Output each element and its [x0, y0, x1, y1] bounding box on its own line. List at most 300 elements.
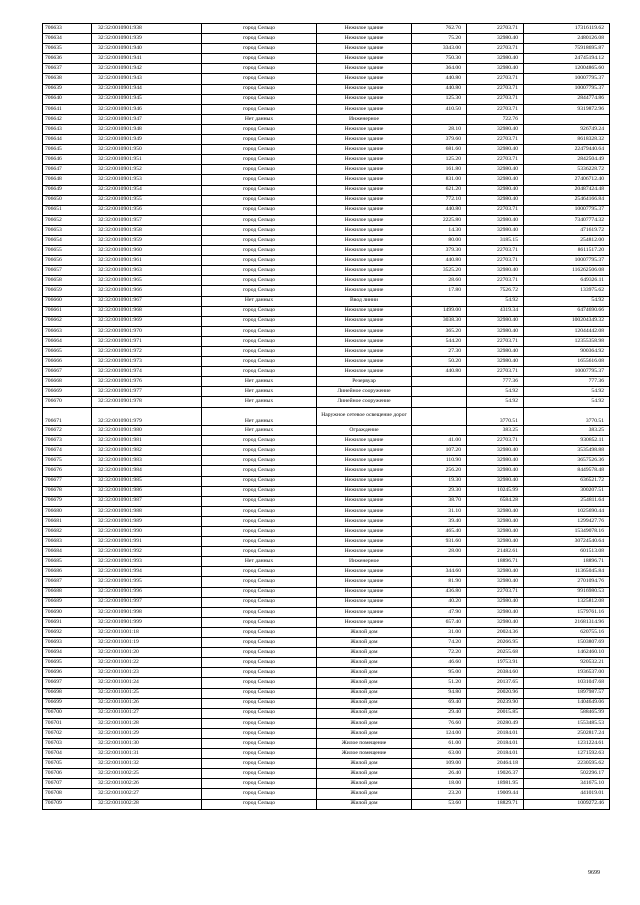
- object-type-cell: Нежилое здание: [317, 306, 412, 316]
- locality-cell: город Сельцо: [202, 24, 317, 34]
- row-number-cell: 706691: [43, 617, 92, 627]
- area-cell: 19.30: [412, 476, 467, 486]
- area-cell: 365.20: [412, 326, 467, 336]
- cadastral-number-cell: 32:32:0010901:978: [92, 397, 202, 407]
- cadastral-number-cell: 32:32:0010901:952: [92, 165, 202, 175]
- specific-value-cell: 22703.71: [467, 436, 524, 446]
- locality-cell: город Сельцо: [202, 496, 317, 506]
- cadastral-value-cell: 5336228.72: [524, 165, 610, 175]
- cadastral-value-cell: 1404649.06: [524, 698, 610, 708]
- row-number-cell: 706641: [43, 104, 92, 114]
- row-number-cell: 706686: [43, 567, 92, 577]
- row-number-cell: 706664: [43, 336, 92, 346]
- row-number-cell: 706633: [43, 24, 92, 34]
- area-cell: 364.00: [412, 64, 467, 74]
- area-cell: 379.60: [412, 135, 467, 145]
- cadastral-value-cell: 25464166.84: [524, 195, 610, 205]
- locality-cell: город Сельцо: [202, 759, 317, 769]
- cadastral-value-cell: 2844774.86: [524, 94, 610, 104]
- row-number-cell: 706640: [43, 94, 92, 104]
- row-number-cell: 706645: [43, 145, 92, 155]
- object-type-cell: Нежилое здание: [317, 145, 412, 155]
- cadastral-value-cell: 15349078.16: [524, 527, 610, 537]
- locality-cell: город Сельцо: [202, 84, 317, 94]
- locality-cell: город Сельцо: [202, 145, 317, 155]
- table-row: [43, 779, 610, 789]
- area-cell: 344.60: [412, 567, 467, 577]
- object-type-cell: Нежилое здание: [317, 215, 412, 225]
- area-cell: 28.60: [412, 276, 467, 286]
- area-cell: 27.30: [412, 347, 467, 357]
- object-type-cell: Жилой дом: [317, 759, 412, 769]
- cadastral-number-cell: 32:32:0010901:989: [92, 516, 202, 526]
- specific-value-cell: 22703.71: [467, 256, 524, 266]
- object-type-cell: Линейное сооружение: [317, 397, 412, 407]
- locality-cell: город Сельцо: [202, 486, 317, 496]
- table-row: [43, 527, 610, 537]
- specific-value-cell: 22703.71: [467, 155, 524, 165]
- locality-cell: город Сельцо: [202, 94, 317, 104]
- cadastral-value-cell: 17316119.62: [524, 24, 610, 34]
- locality-cell: город Сельцо: [202, 738, 317, 748]
- cadastral-number-cell: 32:32:0010901:981: [92, 436, 202, 446]
- row-number-cell: 706679: [43, 496, 92, 506]
- row-number-cell: 706692: [43, 627, 92, 637]
- area-cell: 63.00: [412, 749, 467, 759]
- object-type-cell: Нежилое здание: [317, 64, 412, 74]
- row-number-cell: 706644: [43, 135, 92, 145]
- table-row: [43, 708, 610, 718]
- cadastral-value-cell: 930852.11: [524, 436, 610, 446]
- specific-value-cell: 3185.15: [467, 235, 524, 245]
- table-row: [43, 387, 610, 397]
- specific-value-cell: 6584.28: [467, 496, 524, 506]
- locality-cell: город Сельцо: [202, 336, 317, 346]
- area-cell: 72.20: [412, 648, 467, 658]
- locality-cell: город Сельцо: [202, 155, 317, 165]
- table-row: [43, 215, 610, 225]
- cadastral-value-cell: 12355358.98: [524, 336, 610, 346]
- cadastral-value-cell: 133975.62: [524, 286, 610, 296]
- cadastral-number-cell: 32:32:0010901:996: [92, 587, 202, 597]
- specific-value-cell: 19026.37: [467, 769, 524, 779]
- specific-value-cell: 32980.40: [467, 607, 524, 617]
- cadastral-value-cell: 12044442.08: [524, 326, 610, 336]
- object-type-cell: Нежилое здание: [317, 276, 412, 286]
- object-type-cell: Нежилое здание: [317, 466, 412, 476]
- cadastral-number-cell: 32:32:0010901:997: [92, 597, 202, 607]
- cadastral-number-cell: 32:32:0011001:23: [92, 668, 202, 678]
- cadastral-number-cell: 32:32:0010901:976: [92, 377, 202, 387]
- table-row: [43, 286, 610, 296]
- area-cell: 410.50: [412, 104, 467, 114]
- table-row: [43, 607, 610, 617]
- cadastral-value-cell: 27406712.40: [524, 175, 610, 185]
- object-type-cell: Нежилое здание: [317, 357, 412, 367]
- cadastral-value-cell: 920532.21: [524, 658, 610, 668]
- area-cell: 75.20: [412, 34, 467, 44]
- object-type-cell: Нежилое здание: [317, 347, 412, 357]
- row-number-cell: 706695: [43, 658, 92, 668]
- table-row: [43, 486, 610, 496]
- table-row: [43, 175, 610, 185]
- object-type-cell: Нежилое здание: [317, 135, 412, 145]
- cadastral-number-cell: 32:32:0010901:984: [92, 466, 202, 476]
- table-row: [43, 577, 610, 587]
- specific-value-cell: 32980.40: [467, 316, 524, 326]
- cadastral-number-cell: 32:32:0011001:31: [92, 749, 202, 759]
- cadastral-value-cell: 2701094.76: [524, 577, 610, 587]
- area-cell: 28.10: [412, 124, 467, 134]
- cadastral-number-cell: 32:32:0010901:980: [92, 426, 202, 436]
- locality-cell: город Сельцо: [202, 789, 317, 799]
- locality-cell: город Сельцо: [202, 688, 317, 698]
- cadastral-number-cell: 32:32:0010901:973: [92, 357, 202, 367]
- locality-cell: город Сельцо: [202, 708, 317, 718]
- cadastral-value-cell: 1503807.69: [524, 638, 610, 648]
- locality-cell: город Сельцо: [202, 648, 317, 658]
- object-type-cell: Жилой дом: [317, 728, 412, 738]
- cadastral-value-cell: 900364.92: [524, 347, 610, 357]
- specific-value-cell: 20020.96: [467, 688, 524, 698]
- cadastral-value-cell: 502296.17: [524, 769, 610, 779]
- specific-value-cell: 22703.71: [467, 94, 524, 104]
- locality-cell: город Сельцо: [202, 347, 317, 357]
- specific-value-cell: 32980.40: [467, 54, 524, 64]
- row-number-cell: 706646: [43, 155, 92, 165]
- specific-value-cell: 22703.71: [467, 367, 524, 377]
- object-type-cell: Жилой дом: [317, 718, 412, 728]
- row-number-cell: 706685: [43, 557, 92, 567]
- area-cell: 440.80: [412, 84, 467, 94]
- cadastral-number-cell: 32:32:0010901:957: [92, 215, 202, 225]
- cadastral-number-cell: 32:32:0011001:22: [92, 658, 202, 668]
- locality-cell: город Сельцо: [202, 64, 317, 74]
- row-number-cell: 706655: [43, 246, 92, 256]
- locality-cell: Нет данных: [202, 407, 317, 426]
- locality-cell: город Сельцо: [202, 104, 317, 114]
- cadastral-value-cell: 1462460.10: [524, 648, 610, 658]
- specific-value-cell: 20464.18: [467, 759, 524, 769]
- object-type-cell: Нежилое здание: [317, 476, 412, 486]
- area-cell: 440.80: [412, 367, 467, 377]
- cadastral-number-cell: 32:32:0010901:949: [92, 135, 202, 145]
- cadastral-value-cell: 1031047.68: [524, 678, 610, 688]
- specific-value-cell: 32980.40: [467, 567, 524, 577]
- row-number-cell: 706653: [43, 225, 92, 235]
- row-number-cell: 706647: [43, 165, 92, 175]
- cadastral-value-cell: 341675.10: [524, 779, 610, 789]
- locality-cell: город Сельцо: [202, 246, 317, 256]
- row-number-cell: 706661: [43, 306, 92, 316]
- object-type-cell: Инженерное: [317, 114, 412, 124]
- table-row: [43, 54, 610, 64]
- object-type-cell: Нежилое здание: [317, 286, 412, 296]
- specific-value-cell: 32980.40: [467, 124, 524, 134]
- table-row: [43, 256, 610, 266]
- locality-cell: город Сельцо: [202, 165, 317, 175]
- specific-value-cell: 10245.99: [467, 486, 524, 496]
- specific-value-cell: 32980.40: [467, 34, 524, 44]
- cadastral-value-cell: 926749.24: [524, 124, 610, 134]
- locality-cell: город Сельцо: [202, 607, 317, 617]
- cadastral-number-cell: 32:32:0010901:961: [92, 256, 202, 266]
- specific-value-cell: 22703.71: [467, 336, 524, 346]
- area-cell: 657.40: [412, 617, 467, 627]
- area-cell: 76.60: [412, 718, 467, 728]
- table-row: [43, 668, 610, 678]
- area-cell: 125.20: [412, 155, 467, 165]
- area-cell: 80.00: [412, 235, 467, 245]
- table-row: [43, 357, 610, 367]
- cadastral-number-cell: 32:32:0010901:974: [92, 367, 202, 377]
- specific-value-cell: 22703.71: [467, 74, 524, 84]
- table-row: [43, 547, 610, 557]
- cadastral-value-cell: 2230595.62: [524, 759, 610, 769]
- cadastral-value-cell: 75918695.87: [524, 44, 610, 54]
- area-cell: 3525.20: [412, 266, 467, 276]
- table-row: [43, 456, 610, 466]
- area-cell: 440.80: [412, 256, 467, 266]
- object-type-cell: Линейное сооружение: [317, 387, 412, 397]
- table-row: [43, 24, 610, 34]
- row-number-cell: 706643: [43, 124, 92, 134]
- object-type-cell: Жилой дом: [317, 698, 412, 708]
- object-type-cell: Нежилое здание: [317, 577, 412, 587]
- area-cell: 2225.80: [412, 215, 467, 225]
- specific-value-cell: 18896.71: [467, 557, 524, 567]
- row-number-cell: 706681: [43, 516, 92, 526]
- cadastral-value-cell: 1897987.57: [524, 688, 610, 698]
- cadastral-number-cell: 32:32:0011001:27: [92, 708, 202, 718]
- cadastral-register-table: [42, 23, 610, 810]
- object-type-cell: Жилой дом: [317, 638, 412, 648]
- cadastral-number-cell: 32:32:0010901:994: [92, 567, 202, 577]
- cadastral-number-cell: 32:32:0010901:954: [92, 185, 202, 195]
- table-row: [43, 225, 610, 235]
- object-type-cell: Нежилое здание: [317, 44, 412, 54]
- cadastral-number-cell: 32:32:0011001:32: [92, 759, 202, 769]
- locality-cell: город Сельцо: [202, 357, 317, 367]
- locality-cell: город Сельцо: [202, 195, 317, 205]
- row-number-cell: 706663: [43, 326, 92, 336]
- locality-cell: город Сельцо: [202, 175, 317, 185]
- row-number-cell: 706635: [43, 44, 92, 54]
- locality-cell: город Сельцо: [202, 718, 317, 728]
- specific-value-cell: 54.92: [467, 387, 524, 397]
- object-type-cell: Нежилое здание: [317, 367, 412, 377]
- object-type-cell: Нежилое здание: [317, 104, 412, 114]
- specific-value-cell: 7526.72: [467, 286, 524, 296]
- cadastral-number-cell: 32:32:0010901:985: [92, 476, 202, 486]
- area-cell: 3343.00: [412, 44, 467, 54]
- cadastral-value-cell: 3770.51: [524, 407, 610, 426]
- cadastral-value-cell: 1655616.08: [524, 357, 610, 367]
- specific-value-cell: 32980.40: [467, 165, 524, 175]
- locality-cell: город Сельцо: [202, 205, 317, 215]
- row-number-cell: 706707: [43, 779, 92, 789]
- table-row: [43, 205, 610, 215]
- row-number-cell: 706648: [43, 175, 92, 185]
- table-row: [43, 44, 610, 54]
- row-number-cell: 706698: [43, 688, 92, 698]
- locality-cell: город Сельцо: [202, 587, 317, 597]
- row-number-cell: 706673: [43, 436, 92, 446]
- specific-value-cell: 32980.40: [467, 506, 524, 516]
- cadastral-number-cell: 32:32:0010901:951: [92, 155, 202, 165]
- cadastral-number-cell: 32:32:0011002:28: [92, 799, 202, 809]
- specific-value-cell: 32980.40: [467, 456, 524, 466]
- row-number-cell: 706688: [43, 587, 92, 597]
- locality-cell: город Сельцо: [202, 316, 317, 326]
- row-number-cell: 706642: [43, 114, 92, 124]
- locality-cell: город Сельцо: [202, 527, 317, 537]
- object-type-cell: Нежилое здание: [317, 436, 412, 446]
- table-row: [43, 316, 610, 326]
- object-type-cell: Нежилое здание: [317, 256, 412, 266]
- object-type-cell: Нежилое здание: [317, 34, 412, 44]
- cadastral-number-cell: 32:32:0011001:29: [92, 728, 202, 738]
- specific-value-cell: 32980.40: [467, 225, 524, 235]
- cadastral-value-cell: 601513.08: [524, 547, 610, 557]
- table-row: [43, 135, 610, 145]
- locality-cell: город Сельцо: [202, 516, 317, 526]
- specific-value-cell: 32980.40: [467, 175, 524, 185]
- object-type-cell: Нежилое здание: [317, 617, 412, 627]
- specific-value-cell: 32980.40: [467, 215, 524, 225]
- specific-value-cell: 22703.71: [467, 135, 524, 145]
- area-cell: 29.40: [412, 708, 467, 718]
- locality-cell: город Сельцо: [202, 256, 317, 266]
- area-cell: 762.70: [412, 24, 467, 34]
- object-type-cell: Жилой дом: [317, 668, 412, 678]
- cadastral-number-cell: 32:32:0011001:30: [92, 738, 202, 748]
- specific-value-cell: 22703.71: [467, 276, 524, 286]
- cadastral-value-cell: 12004865.60: [524, 64, 610, 74]
- cadastral-number-cell: 32:32:0010901:970: [92, 326, 202, 336]
- area-cell: 39.40: [412, 516, 467, 526]
- specific-value-cell: 21482.61: [467, 547, 524, 557]
- locality-cell: город Сельцо: [202, 135, 317, 145]
- table-row: [43, 789, 610, 799]
- area-cell: 831.00: [412, 175, 467, 185]
- row-number-cell: 706657: [43, 266, 92, 276]
- table-row: [43, 34, 610, 44]
- cadastral-number-cell: 32:32:0011001:24: [92, 678, 202, 688]
- object-type-cell: Нежилое здание: [317, 266, 412, 276]
- cadastral-value-cell: [524, 114, 610, 124]
- specific-value-cell: 32980.40: [467, 516, 524, 526]
- cadastral-value-cell: 3657526.36: [524, 456, 610, 466]
- area-cell: 436.80: [412, 587, 467, 597]
- specific-value-cell: 22703.71: [467, 246, 524, 256]
- table-row: [43, 426, 610, 436]
- cadastral-number-cell: 32:32:0010901:993: [92, 557, 202, 567]
- table-row: [43, 496, 610, 506]
- cadastral-value-cell: 24745194.12: [524, 54, 610, 64]
- area-cell: 681.60: [412, 145, 467, 155]
- locality-cell: город Сельцо: [202, 769, 317, 779]
- specific-value-cell: 19009.44: [467, 789, 524, 799]
- row-number-cell: 706677: [43, 476, 92, 486]
- cadastral-value-cell: 10007795.37: [524, 74, 610, 84]
- row-number-cell: 706649: [43, 185, 92, 195]
- area-cell: 109.00: [412, 759, 467, 769]
- cadastral-value-cell: 9319872.96: [524, 104, 610, 114]
- table-row: [43, 246, 610, 256]
- row-number-cell: 706701: [43, 718, 92, 728]
- table-row: [43, 749, 610, 759]
- row-number-cell: 706676: [43, 466, 92, 476]
- locality-cell: город Сельцо: [202, 617, 317, 627]
- specific-value-cell: 32980.40: [467, 476, 524, 486]
- locality-cell: город Сельцо: [202, 638, 317, 648]
- area-cell: 51.20: [412, 678, 467, 688]
- row-number-cell: 706634: [43, 34, 92, 44]
- row-number-cell: 706672: [43, 426, 92, 436]
- table-row: [43, 466, 610, 476]
- table-row: [43, 145, 610, 155]
- table-row: [43, 617, 610, 627]
- cadastral-number-cell: 32:32:0010901:944: [92, 84, 202, 94]
- row-number-cell: 706639: [43, 84, 92, 94]
- table-row: [43, 185, 610, 195]
- table-row: [43, 347, 610, 357]
- table-row: [43, 658, 610, 668]
- object-type-cell: Жилой дом: [317, 799, 412, 809]
- object-type-cell: Жилой дом: [317, 769, 412, 779]
- locality-cell: город Сельцо: [202, 266, 317, 276]
- table-row: [43, 597, 610, 607]
- area-cell: 26.40: [412, 769, 467, 779]
- cadastral-number-cell: 32:32:0010901:990: [92, 527, 202, 537]
- object-type-cell: Наружное сетевое освещение дорог: [317, 407, 412, 426]
- specific-value-cell: 20280.49: [467, 718, 524, 728]
- cadastral-number-cell: 32:32:0010901:950: [92, 145, 202, 155]
- row-number-cell: 706693: [43, 638, 92, 648]
- locality-cell: город Сельцо: [202, 728, 317, 738]
- object-type-cell: Нежилое здание: [317, 94, 412, 104]
- locality-cell: город Сельцо: [202, 446, 317, 456]
- area-cell: 440.80: [412, 205, 467, 215]
- table-row: [43, 769, 610, 779]
- object-type-cell: Нежилое здание: [317, 235, 412, 245]
- cadastral-value-cell: 1936537.00: [524, 668, 610, 678]
- cadastral-value-cell: 10007795.37: [524, 205, 610, 215]
- object-type-cell: Нежилое здание: [317, 597, 412, 607]
- row-number-cell: 706637: [43, 64, 92, 74]
- cadastral-number-cell: 32:32:0010901:968: [92, 306, 202, 316]
- cadastral-value-cell: 620755.16: [524, 627, 610, 637]
- cadastral-value-cell: 2842504.49: [524, 155, 610, 165]
- row-number-cell: 706667: [43, 367, 92, 377]
- row-number-cell: 706651: [43, 205, 92, 215]
- area-cell: [412, 387, 467, 397]
- row-number-cell: 706690: [43, 607, 92, 617]
- locality-cell: город Сельцо: [202, 567, 317, 577]
- cadastral-number-cell: 32:32:0010901:972: [92, 347, 202, 357]
- row-number-cell: 706668: [43, 377, 92, 387]
- object-type-cell: Нежилое здание: [317, 205, 412, 215]
- area-cell: [412, 114, 467, 124]
- locality-cell: город Сельцо: [202, 185, 317, 195]
- object-type-cell: Нежилое здание: [317, 225, 412, 235]
- table-row: [43, 516, 610, 526]
- cadastral-value-cell: 1271592.63: [524, 749, 610, 759]
- object-type-cell: Нежилое здание: [317, 246, 412, 256]
- specific-value-cell: 22703.71: [467, 24, 524, 34]
- area-cell: 750.30: [412, 54, 467, 64]
